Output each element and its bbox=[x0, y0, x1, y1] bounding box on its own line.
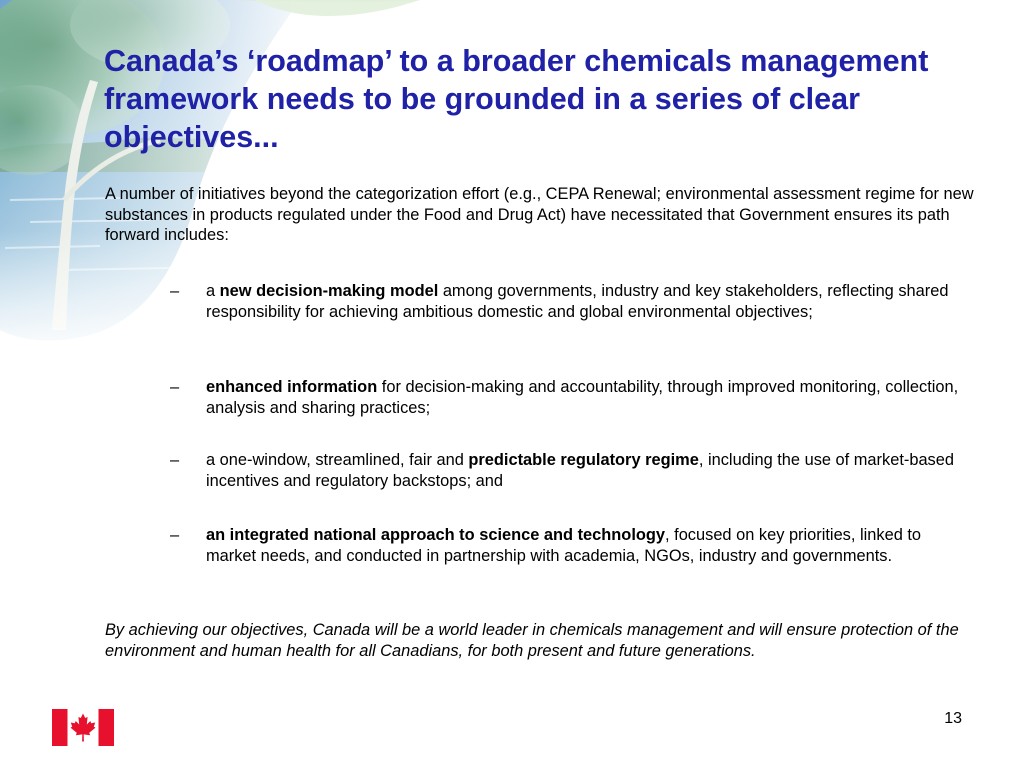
objective-text-post: , including the use of market-based incentives and regulatory backstops; and bbox=[206, 451, 954, 490]
objective-emphasis: new decision-making model bbox=[219, 282, 439, 300]
objective-text-pre: a one-window, streamlined, fair and bbox=[206, 451, 469, 469]
objective-emphasis: an integrated national approach to science and technology bbox=[206, 526, 666, 544]
objective-emphasis: enhanced information bbox=[206, 378, 378, 396]
objective-item bbox=[170, 450, 970, 491]
objective-text-post: for decision-making and accountability, through improved monitoring, collection, analysis and sharing practices; bbox=[206, 378, 959, 417]
objective-item bbox=[170, 525, 970, 566]
objective-emphasis: predictable regulatory regime bbox=[468, 451, 699, 469]
conclusion-paragraph: By achieving our objectives, Canada will be a world leader in chemicals management and will ensure protection of the environment and human health for all Canadians, for both present and future generations. bbox=[105, 621, 959, 660]
objective-text bbox=[206, 525, 970, 566]
objective-text bbox=[206, 450, 970, 491]
bullet-dash: – bbox=[170, 451, 180, 469]
objective-text-post: , focused on key priorities, linked to market needs, and conducted in partnership with academia, NGOs, industry and governments. bbox=[206, 526, 922, 565]
objective-item bbox=[170, 377, 970, 418]
objective-item bbox=[170, 281, 970, 322]
objective-text-pre: a bbox=[206, 282, 220, 300]
objective-text bbox=[206, 281, 970, 322]
bullet-dash: – bbox=[170, 282, 180, 300]
bullet-dash: – bbox=[170, 526, 180, 544]
slide-title: Canada’s ‘roadmap’ to a broader chemicals management framework needs to be grounded in a series of clear objectives... bbox=[104, 44, 929, 154]
objective-text-post: among governments, industry and key stakeholders, reflecting shared responsibility for achieving ambitious domestic and global environmental objectives; bbox=[206, 282, 949, 321]
intro-paragraph: A number of initiatives beyond the categorization effort (e.g., CEPA Renewal; environmental assessment regime for new substances in products regulated under the Food and Drug Act) have necessitated that Government ensures its path forward includes: bbox=[105, 185, 974, 244]
bullet-dash: – bbox=[170, 378, 180, 396]
page-number: 13 bbox=[944, 710, 962, 727]
canada-flag-icon bbox=[52, 709, 114, 746]
objective-text bbox=[206, 377, 970, 418]
